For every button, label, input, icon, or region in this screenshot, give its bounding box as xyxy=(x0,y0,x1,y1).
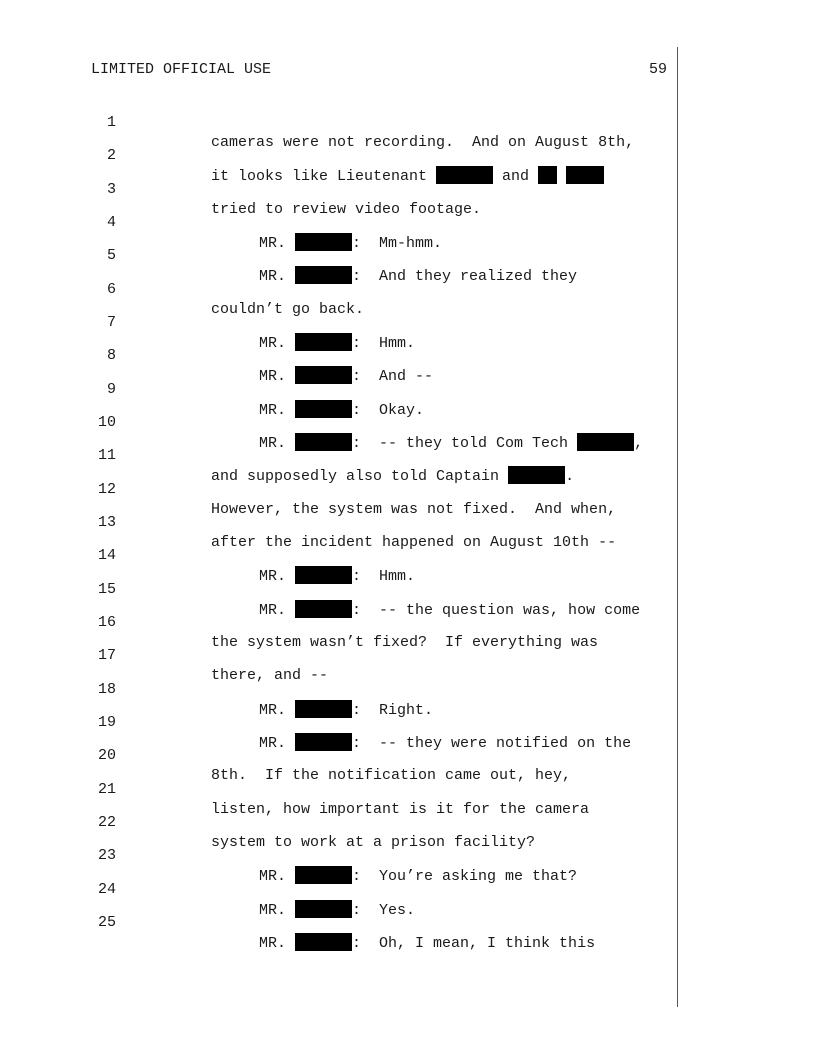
line-text: listen, how important is it for the camera xyxy=(211,801,590,818)
line-text xyxy=(259,933,595,954)
line-text xyxy=(259,433,643,454)
speech-text: Hmm. xyxy=(379,568,416,585)
line-text xyxy=(259,366,433,387)
transcript-line xyxy=(0,93,635,151)
speaker-prefix: MR. xyxy=(259,368,296,385)
speaker-prefix: MR. xyxy=(259,702,296,719)
line-number: 24 xyxy=(97,881,116,898)
redaction-block xyxy=(295,866,352,884)
speaker-prefix: MR. xyxy=(259,568,296,585)
line-number: 1 xyxy=(106,114,116,131)
speaker-prefix: MR. xyxy=(259,935,296,952)
speaker-prefix: MR. xyxy=(259,335,296,352)
speaker-colon: : xyxy=(352,702,380,719)
speech-text: Mm-hmm. xyxy=(379,235,443,252)
line-number: 8 xyxy=(106,347,116,364)
redaction-block xyxy=(295,233,352,251)
redaction-block xyxy=(508,466,565,484)
text-segment: and xyxy=(493,168,539,185)
line-text xyxy=(259,400,424,421)
line-text: system to work at a prison facility? xyxy=(211,834,536,851)
speech-text: -- they told Com Tech xyxy=(379,435,578,452)
speaker-prefix: MR. xyxy=(259,602,296,619)
line-number: 5 xyxy=(106,247,116,264)
line-text: 8th. If the notification came out, hey, xyxy=(211,767,572,784)
line-number: 9 xyxy=(106,381,116,398)
transcript-line xyxy=(0,626,329,684)
line-number: 15 xyxy=(97,581,116,598)
line-number: 17 xyxy=(97,647,116,664)
speech-text: -- the question was, how come xyxy=(379,602,641,619)
line-text: couldn’t go back. xyxy=(211,301,365,318)
speaker-colon: : xyxy=(352,368,380,385)
speech-text: Oh, I mean, I think this xyxy=(379,935,596,952)
speaker-prefix: MR. xyxy=(259,402,296,419)
line-number: 7 xyxy=(106,314,116,331)
redaction-block xyxy=(538,166,557,184)
text-segment: , xyxy=(634,435,644,452)
right-margin-rule xyxy=(677,47,678,1007)
speaker-prefix: MR. xyxy=(259,268,296,285)
speech-text: You’re asking me that? xyxy=(379,868,578,885)
line-number: 12 xyxy=(97,481,116,498)
redaction-block xyxy=(295,400,352,418)
speech-text: Right. xyxy=(379,702,434,719)
page-number: 59 xyxy=(648,61,667,78)
speaker-colon: : xyxy=(352,235,380,252)
redaction-block xyxy=(577,433,634,451)
redaction-block xyxy=(295,366,352,384)
line-text: the system wasn’t fixed? If everything was xyxy=(211,634,599,651)
line-text xyxy=(259,266,577,287)
line-number: 23 xyxy=(97,847,116,864)
speaker-prefix: MR. xyxy=(259,735,296,752)
line-number: 21 xyxy=(97,781,116,798)
speaker-prefix: MR. xyxy=(259,235,296,252)
line-text: cameras were not recording. And on August 8th, xyxy=(211,134,635,151)
line-number: 6 xyxy=(106,281,116,298)
line-number: 25 xyxy=(97,914,116,931)
speech-text: Yes. xyxy=(379,902,416,919)
line-text xyxy=(259,600,640,621)
line-text xyxy=(259,700,433,721)
text-segment: . xyxy=(565,468,575,485)
redaction-block xyxy=(295,266,352,284)
line-number: 10 xyxy=(97,414,116,431)
classification-marking: LIMITED OFFICIAL USE xyxy=(91,61,272,78)
speaker-colon: : xyxy=(352,602,380,619)
redaction-block xyxy=(295,566,352,584)
line-text xyxy=(211,166,604,187)
speaker-colon: : xyxy=(352,435,380,452)
line-text xyxy=(259,866,577,887)
speaker-colon: : xyxy=(352,568,380,585)
speaker-prefix: MR. xyxy=(259,902,296,919)
line-text xyxy=(259,333,415,354)
line-number: 19 xyxy=(97,714,116,731)
redaction-block xyxy=(295,933,352,951)
speech-text: And -- xyxy=(379,368,434,385)
speaker-colon: : xyxy=(352,935,380,952)
line-text: after the incident happened on August 10th -- xyxy=(211,534,617,551)
line-text xyxy=(259,900,415,921)
line-text xyxy=(211,466,574,487)
speech-text: Okay. xyxy=(379,402,425,419)
line-number: 14 xyxy=(97,547,116,564)
line-text: However, the system was not fixed. And when, xyxy=(211,501,617,518)
line-text xyxy=(259,566,415,587)
redaction-block xyxy=(295,900,352,918)
redaction-block xyxy=(295,333,352,351)
line-number: 11 xyxy=(97,447,116,464)
speaker-colon: : xyxy=(352,902,380,919)
redaction-block xyxy=(295,700,352,718)
speaker-prefix: MR. xyxy=(259,435,296,452)
speaker-colon: : xyxy=(352,868,380,885)
line-number: 20 xyxy=(97,747,116,764)
line-text: there, and -- xyxy=(211,667,329,684)
redaction-block xyxy=(566,166,604,184)
line-text: tried to review video footage. xyxy=(211,201,482,218)
speaker-colon: : xyxy=(352,335,380,352)
line-text xyxy=(259,233,442,254)
line-number: 13 xyxy=(97,514,116,531)
line-number: 16 xyxy=(97,614,116,631)
speaker-colon: : xyxy=(352,268,380,285)
speech-text: And they realized they xyxy=(379,268,578,285)
redaction-block xyxy=(295,433,352,451)
text-segment: it looks like Lieutenant xyxy=(211,168,437,185)
redaction-block xyxy=(295,733,352,751)
line-number: 2 xyxy=(106,147,116,164)
speech-text: -- they were notified on the xyxy=(379,735,632,752)
speech-text: Hmm. xyxy=(379,335,416,352)
line-number: 18 xyxy=(97,681,116,698)
text-segment: and supposedly also told Captain xyxy=(211,468,509,485)
line-number: 3 xyxy=(106,181,116,198)
redaction-block xyxy=(436,166,493,184)
speaker-prefix: MR. xyxy=(259,868,296,885)
redaction-block xyxy=(295,600,352,618)
speaker-colon: : xyxy=(352,735,380,752)
transcript-line xyxy=(0,860,416,919)
line-number: 4 xyxy=(106,214,116,231)
line-number: 22 xyxy=(97,814,116,831)
speaker-colon: : xyxy=(352,402,380,419)
line-text xyxy=(259,733,631,754)
